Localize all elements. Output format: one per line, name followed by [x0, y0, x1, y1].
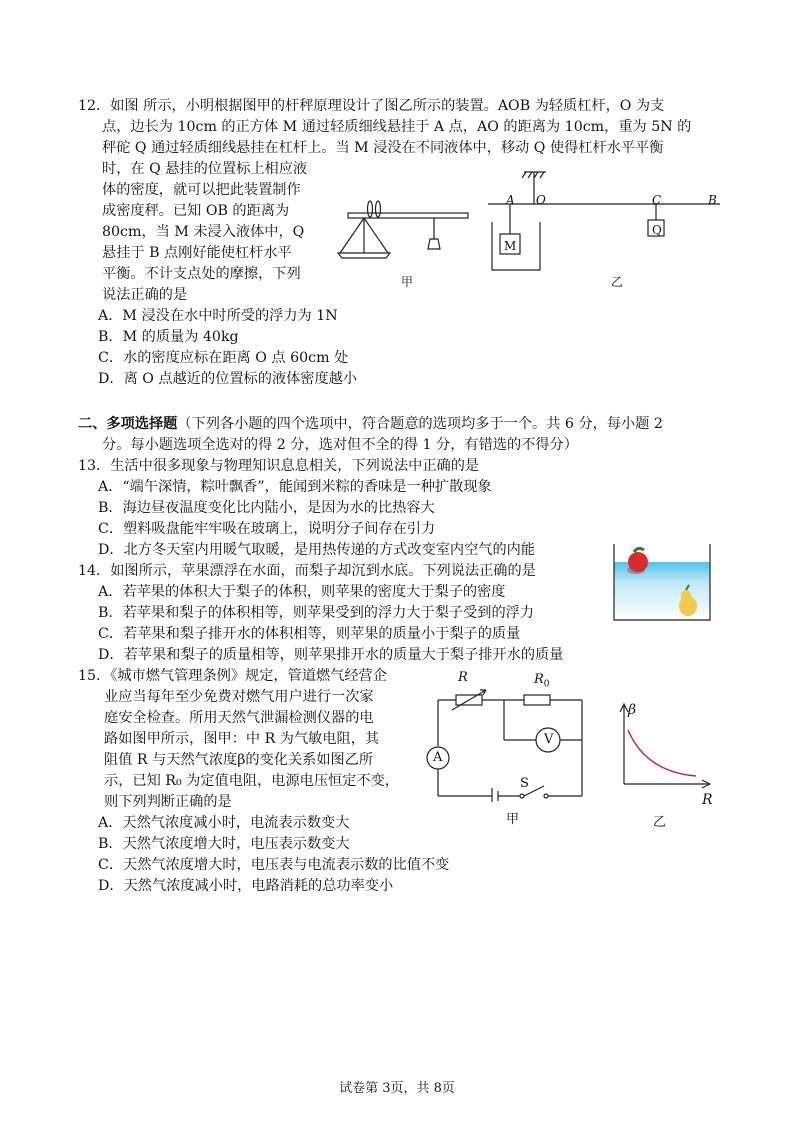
fig-jia-caption: 甲 [401, 275, 414, 289]
q15-option-b: B．天然气浓度增大时，电压表示数变大 [98, 836, 350, 852]
q12-option-d: D．离 O 点越近的位置标的液体密度越小 [98, 371, 358, 387]
section2-desc-1: （下列各小题的四个选项中，符合题意的选项均多于一个。共 6 分，每小题 2 [177, 416, 663, 432]
lever-figure [484, 168, 724, 278]
q15-option-a: A．天然气浓度减小时，电流表示数变大 [98, 815, 350, 831]
q15-line-1: 15．《城市燃气管理条例》规定，管道燃气经营企 [78, 668, 387, 684]
q15-line-6: 示，已知 R₀ 为定值电阻，电源电压恒定不变， [104, 773, 399, 789]
q12-line-1: 12．如图 所示，小明根据图甲的杆秤原理设计了图乙所示的装置。AOB 为轻质杠杆，O 为支 [78, 98, 665, 114]
q12-option-a: A．M 浸没在水中时所受的浮力为 1N [98, 308, 338, 324]
circuit-r-label: R [458, 670, 468, 685]
q12-line-8: 悬挂于 B 点刚好能使杠杆水平 [102, 245, 292, 261]
q12-line-5: 体的密度，就可以把此装置制作 [102, 182, 301, 198]
q12-option-b: B．M 的质量为 40kg [98, 329, 239, 345]
lever-label-b: B [708, 193, 717, 207]
graph-caption: 乙 [653, 815, 667, 830]
graph-x-label: R [702, 792, 713, 808]
q12-line-3: 秤砣 Q 通过轻质细线悬挂在杠杆上。当 M 浸没在不同液体中，移动 Q 使得杠杆水平平衡 [102, 140, 664, 156]
q14-option-a: A．若苹果的体积大于梨子的体积，则苹果的密度大于梨子的密度 [98, 584, 506, 600]
q13-stem: 13．生活中很多现象与物理知识息息相关，下列说法中正确的是 [78, 458, 480, 474]
section2-title: 二、多项选择题 [78, 416, 178, 432]
q13-option-a: A．“端午深情，粽叶飘香”，能闻到米粽的香味是一种扩散现象 [98, 479, 492, 495]
graph-y-label: β [628, 702, 637, 718]
q12-option-c: C．水的密度应标在距离 O 点 60cm 处 [98, 350, 349, 366]
section2-desc-2: 分。每小题选项全选对的得 2 分，选对但不全的得 1 分，有错选的不得分） [102, 437, 578, 453]
q12-line-7: 80cm，当 M 未浸入液体中，Q [102, 224, 305, 240]
fruit-beaker-figure [612, 540, 712, 624]
steelyard-figure [330, 195, 475, 265]
q12-line-4: 时，在 Q 悬挂的位置标上相应液 [102, 161, 308, 177]
q15-line-4: 路如图甲所示，图甲：中 R 为气敏电阻，其 [104, 731, 380, 747]
block-m-label: M [504, 239, 517, 253]
q15-line-2: 业应当每年至少免费对燃气用户进行一次家 [104, 689, 374, 705]
circuit-caption: 甲 [506, 812, 520, 827]
fig-yi-caption: 乙 [611, 275, 624, 289]
q15-line-5: 阻值 R 与天然气浓度β的变化关系如图乙所 [104, 752, 374, 768]
q12-line-6: 成密度秤。已知 OB 的距离为 [102, 203, 290, 219]
q13-option-d: D．北方冬天室内用暖气取暖，是用热传递的方式改变室内空气的内能 [98, 542, 536, 558]
lever-label-c: C [652, 193, 662, 207]
weight-q-label: Q [652, 223, 662, 237]
voltmeter-label: V [544, 732, 554, 747]
q14-stem: 14．如图所示，苹果漂浮在水面，而梨子却沉到水底。下列说法正确的是 [78, 563, 536, 579]
q13-option-c: C．塑料吸盘能牢牢吸在玻璃上，说明分子间存在引力 [98, 521, 436, 537]
q14-option-b: B．若苹果和梨子的体积相等，则苹果受到的浮力大于梨子受到的浮力 [98, 605, 535, 621]
circuit-r0-letter: R [534, 672, 544, 687]
q15-line-3: 庭安全检查。所用天然气泄漏检测仪器的电 [104, 710, 374, 726]
circuit-r0-subscript: 0 [543, 679, 550, 690]
ammeter-label: A [433, 750, 443, 765]
page-footer: 试卷第 3页，共 8页 [339, 1081, 455, 1096]
lever-label-o: O [536, 193, 546, 207]
q12-line-9: 平衡。不计支点处的摩擦，下列 [102, 266, 301, 282]
circuit-r0-label [534, 670, 550, 695]
lever-label-a: A [506, 193, 515, 207]
switch-label: S [520, 776, 529, 791]
circuit-figure [420, 686, 600, 802]
q15-option-d: D．天然气浓度减小时，电路消耗的总功率变小 [98, 878, 394, 894]
q14-option-d: D．若苹果和梨子的质量相等，则苹果排开水的质量大于梨子排开水的质量 [98, 647, 564, 663]
q12-line-10: 说法正确的是 [102, 287, 188, 303]
section2-heading [78, 414, 663, 434]
q15-line-7: 则下列判断正确的是 [104, 794, 232, 810]
q15-option-c: C．天然气浓度增大时，电压表与电流表示数的比值不变 [98, 857, 450, 873]
q13-option-b: B．海边昼夜温度变化比内陆小，是因为水的比热容大 [98, 500, 435, 516]
q12-line-2: 点，边长为 10cm 的正方体 M 通过轻质细线悬挂于 A 点，AO 的距离为 10cm，重为 5N 的 [102, 119, 692, 135]
q14-option-c: C．若苹果和梨子排开水的体积相等，则苹果的质量小于梨子的质量 [98, 626, 521, 642]
